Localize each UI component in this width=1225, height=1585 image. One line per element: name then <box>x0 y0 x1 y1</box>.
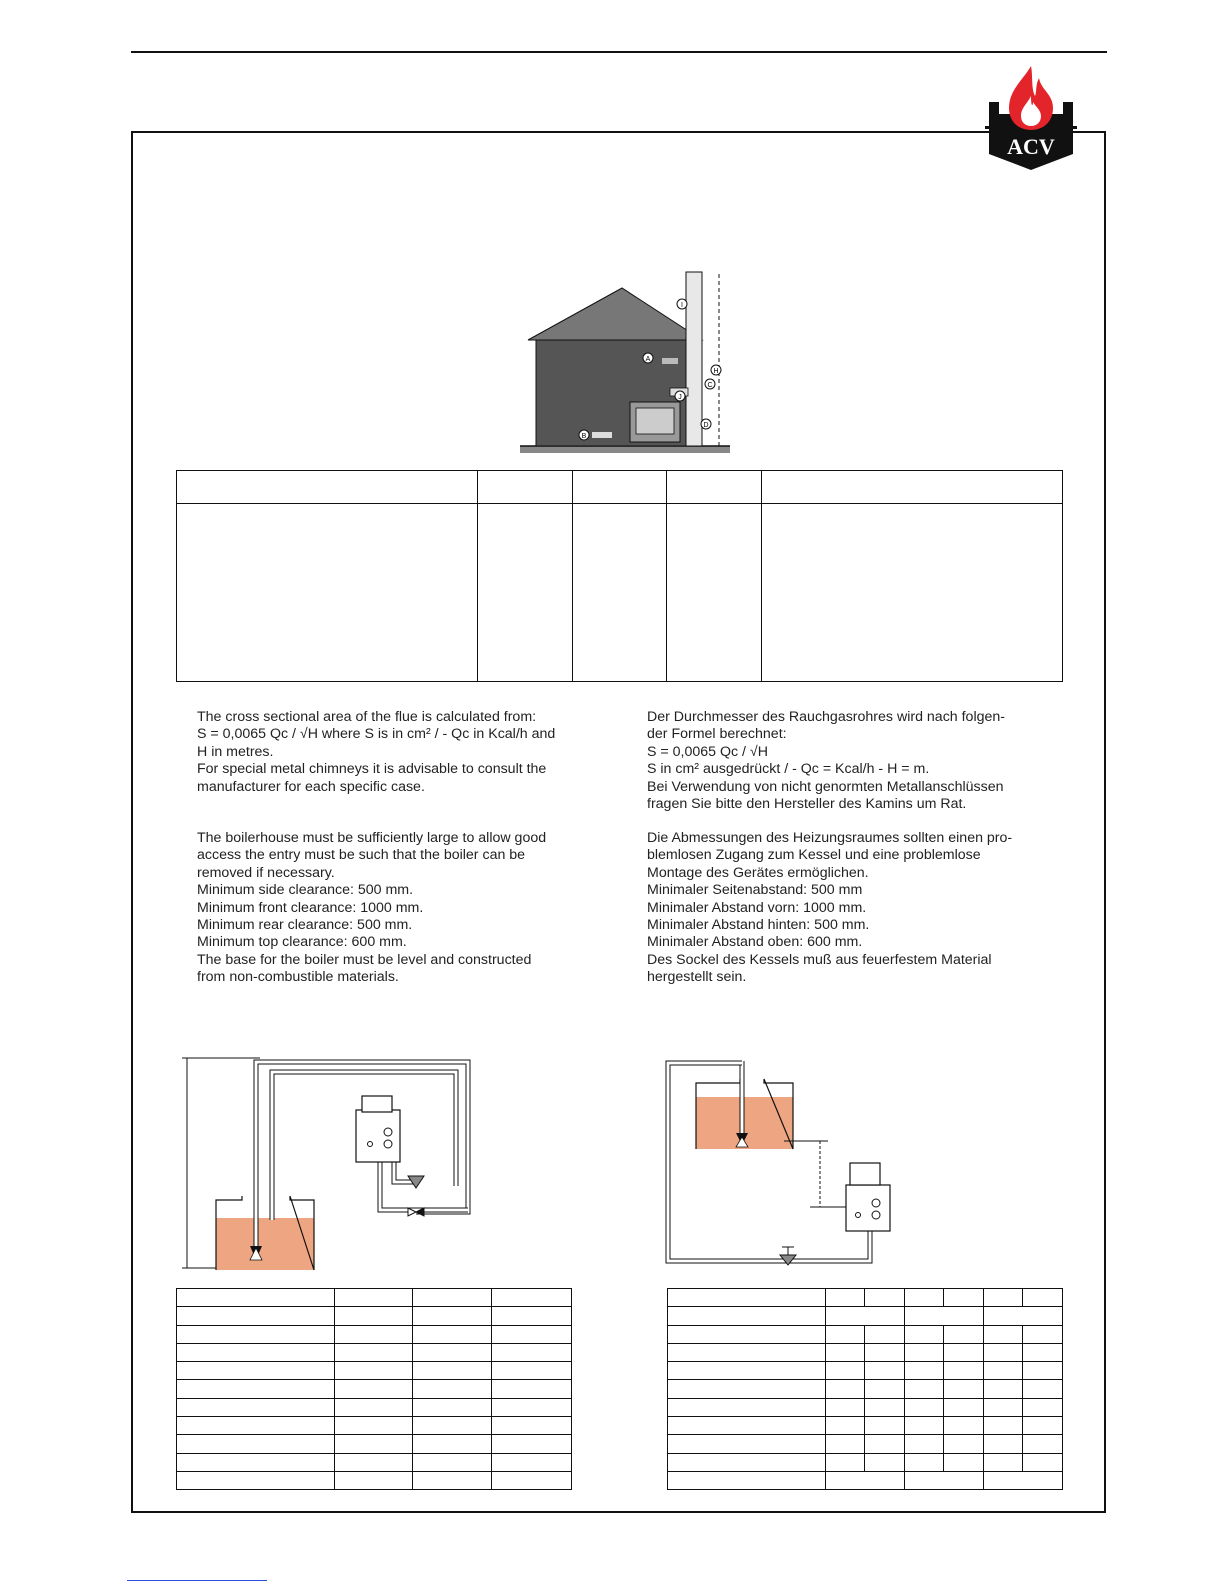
text-line: Minimaler Seitenabstand: 500 mm <box>647 882 863 899</box>
text-line: S = 0,0065 Qc / √H where S is in cm² / - Qc in Kcal/h and <box>197 726 556 743</box>
text-line: Minimum top clearance: 600 mm. <box>197 934 407 951</box>
text-line: blemlosen Zugang zum Kessel und eine problemlose <box>647 847 981 864</box>
text-line: der Formel berechnet: <box>647 726 787 743</box>
text-line: from non-combustible materials. <box>197 969 399 986</box>
text-line: Minimaler Abstand oben: 600 mm. <box>647 934 863 951</box>
text-line: S in cm² ausgedrückt / - Qc = Kcal/h - H = m. <box>647 761 930 778</box>
text-line: hergestellt sein. <box>647 969 747 986</box>
text-line: Minimaler Abstand hinten: 500 mm. <box>647 917 870 934</box>
spec-table <box>176 470 1063 682</box>
top-rule <box>131 51 1107 53</box>
acv-logo <box>985 62 1077 172</box>
house-label-j: J <box>678 394 682 401</box>
text-line: The boilerhouse must be sufficiently large to allow good <box>197 830 547 846</box>
tank-below-pump-diagram <box>180 1050 480 1275</box>
text-line: The base for the boiler must be level and constructed <box>197 951 532 968</box>
text-line: removed if necessary. <box>197 864 335 881</box>
text-line: Minimum front clearance: 1000 mm. <box>197 899 424 916</box>
text-line: fragen Sie bitte den Hersteller des Kamins um Rat. <box>647 796 967 813</box>
text-line: H in metres. <box>197 743 274 760</box>
tank-above-pump-diagram <box>660 1055 895 1270</box>
german-flue-text <box>647 709 1045 813</box>
house-label-a: A <box>645 356 651 363</box>
boilerhouse-diagram <box>520 270 730 460</box>
text-line: Minimum rear clearance: 500 mm. <box>197 917 413 934</box>
text-line: S = 0,0065 Qc / √H <box>647 743 768 760</box>
house-label-d: D <box>703 422 709 429</box>
house-label-i: I <box>681 302 683 309</box>
text-line: Bei Verwendung von nicht genormten Metallanschlüssen <box>647 778 1004 795</box>
bottom-link-underline[interactable] <box>127 1580 267 1581</box>
house-label-c: C <box>707 382 713 389</box>
house-label-h: H <box>713 368 719 375</box>
text-line: manufacturer for each specific case. <box>197 778 425 795</box>
english-flue-text <box>197 709 595 796</box>
left-data-table <box>176 1288 572 1490</box>
text-line: Montage des Gerätes ermöglichen. <box>647 864 869 881</box>
logo-text: ACV <box>1007 134 1055 159</box>
text-line: Der Durchmesser des Rauchgasrohres wird nach folgen- <box>647 709 1005 725</box>
text-line: The cross sectional area of the flue is calculated from: <box>197 709 537 725</box>
text-line: Die Abmessungen des Heizungsraumes sollten einen pro- <box>647 830 1013 846</box>
text-line: Minimaler Abstand vorn: 1000 mm. <box>647 899 867 916</box>
text-line: access the entry must be such that the boiler can be <box>197 847 526 864</box>
house-label-b: B <box>581 433 587 440</box>
text-line: Des Sockel des Kessels muß aus feuerfestem Material <box>647 951 992 968</box>
german-boilerhouse-text <box>647 830 1045 987</box>
text-line: Minimum side clearance: 500 mm. <box>197 882 414 899</box>
right-data-table <box>667 1288 1063 1490</box>
english-boilerhouse-text <box>197 830 595 987</box>
text-line: For special metal chimneys it is advisable to consult the <box>197 761 547 778</box>
